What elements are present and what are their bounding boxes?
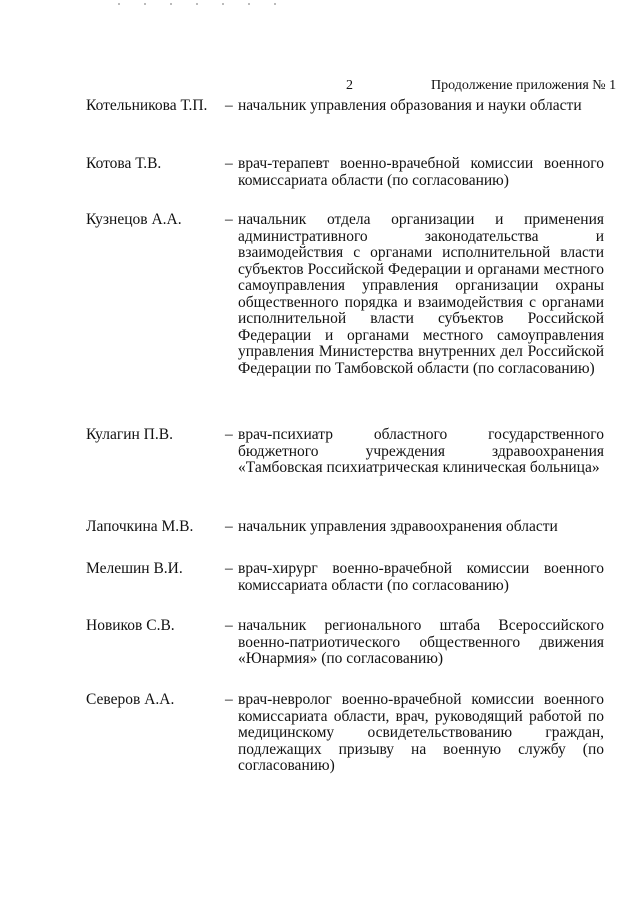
- scan-specks: [118, 3, 278, 5]
- entry-description: врач-психиатр областного государственного бюджетного учреждения здравоохранения «Тамбовская психиатрическая клиническая больница»: [238, 426, 604, 476]
- entry-name: Кузнецов А.А.: [86, 211, 182, 228]
- entry-dash: –: [225, 426, 233, 443]
- entry-description: начальник управления образования и науки области: [238, 97, 582, 114]
- entry-name: Котельникова Т.П.: [86, 97, 208, 114]
- page-number: 2: [346, 78, 353, 93]
- entry-dash: –: [225, 155, 233, 172]
- entry-description: врач-хирург военно-врачебной комиссии военного комиссариата области (по согласованию): [238, 560, 604, 594]
- entry-dash: –: [225, 560, 233, 577]
- entry-description: врач-терапевт военно-врачебной комиссии военного комиссариата области (по согласованию): [238, 155, 604, 189]
- entry-dash: –: [225, 97, 233, 114]
- entry-description: начальник отдела организации и применения административного законодательства и взаимодействия с органами исполнительной власти субъектов Российской Федерации и органами местного самоуправления управления организации охраны общественного порядка и взаимодействия с органами исполнительной власти субъектов Российской Федерации и органами местного самоуправления управления Министерства внутренних дел Российской Федерации по Тамбовской области (по согласованию): [238, 211, 604, 377]
- entry-dash: –: [225, 211, 233, 228]
- appendix-label: Продолжение приложения № 1: [431, 78, 617, 93]
- entry-dash: –: [225, 617, 233, 634]
- entry-dash: –: [225, 691, 233, 708]
- entry-description: врач-невролог военно-врачебной комиссии военного комиссариата области, врач, руководящий работой по медицинскому освидетельствованию граждан, подлежащих призыву на военную службу (по согласованию): [238, 691, 604, 774]
- entry-name: Мелешин В.И.: [86, 560, 183, 577]
- entry-name: Лапочкина М.В.: [86, 518, 194, 535]
- entry-description: начальник регионального штаба Всероссийского военно-патриотического общественного движения «Юнармия» (по согласованию): [238, 617, 604, 667]
- entry-name: Северов А.А.: [86, 691, 175, 708]
- entry-dash: –: [225, 518, 233, 535]
- entry-name: Котова Т.В.: [86, 155, 162, 172]
- entry-name: Кулагин П.В.: [86, 426, 173, 443]
- entry-name: Новиков С.В.: [86, 617, 175, 634]
- entry-description: начальник управления здравоохранения области: [238, 518, 558, 535]
